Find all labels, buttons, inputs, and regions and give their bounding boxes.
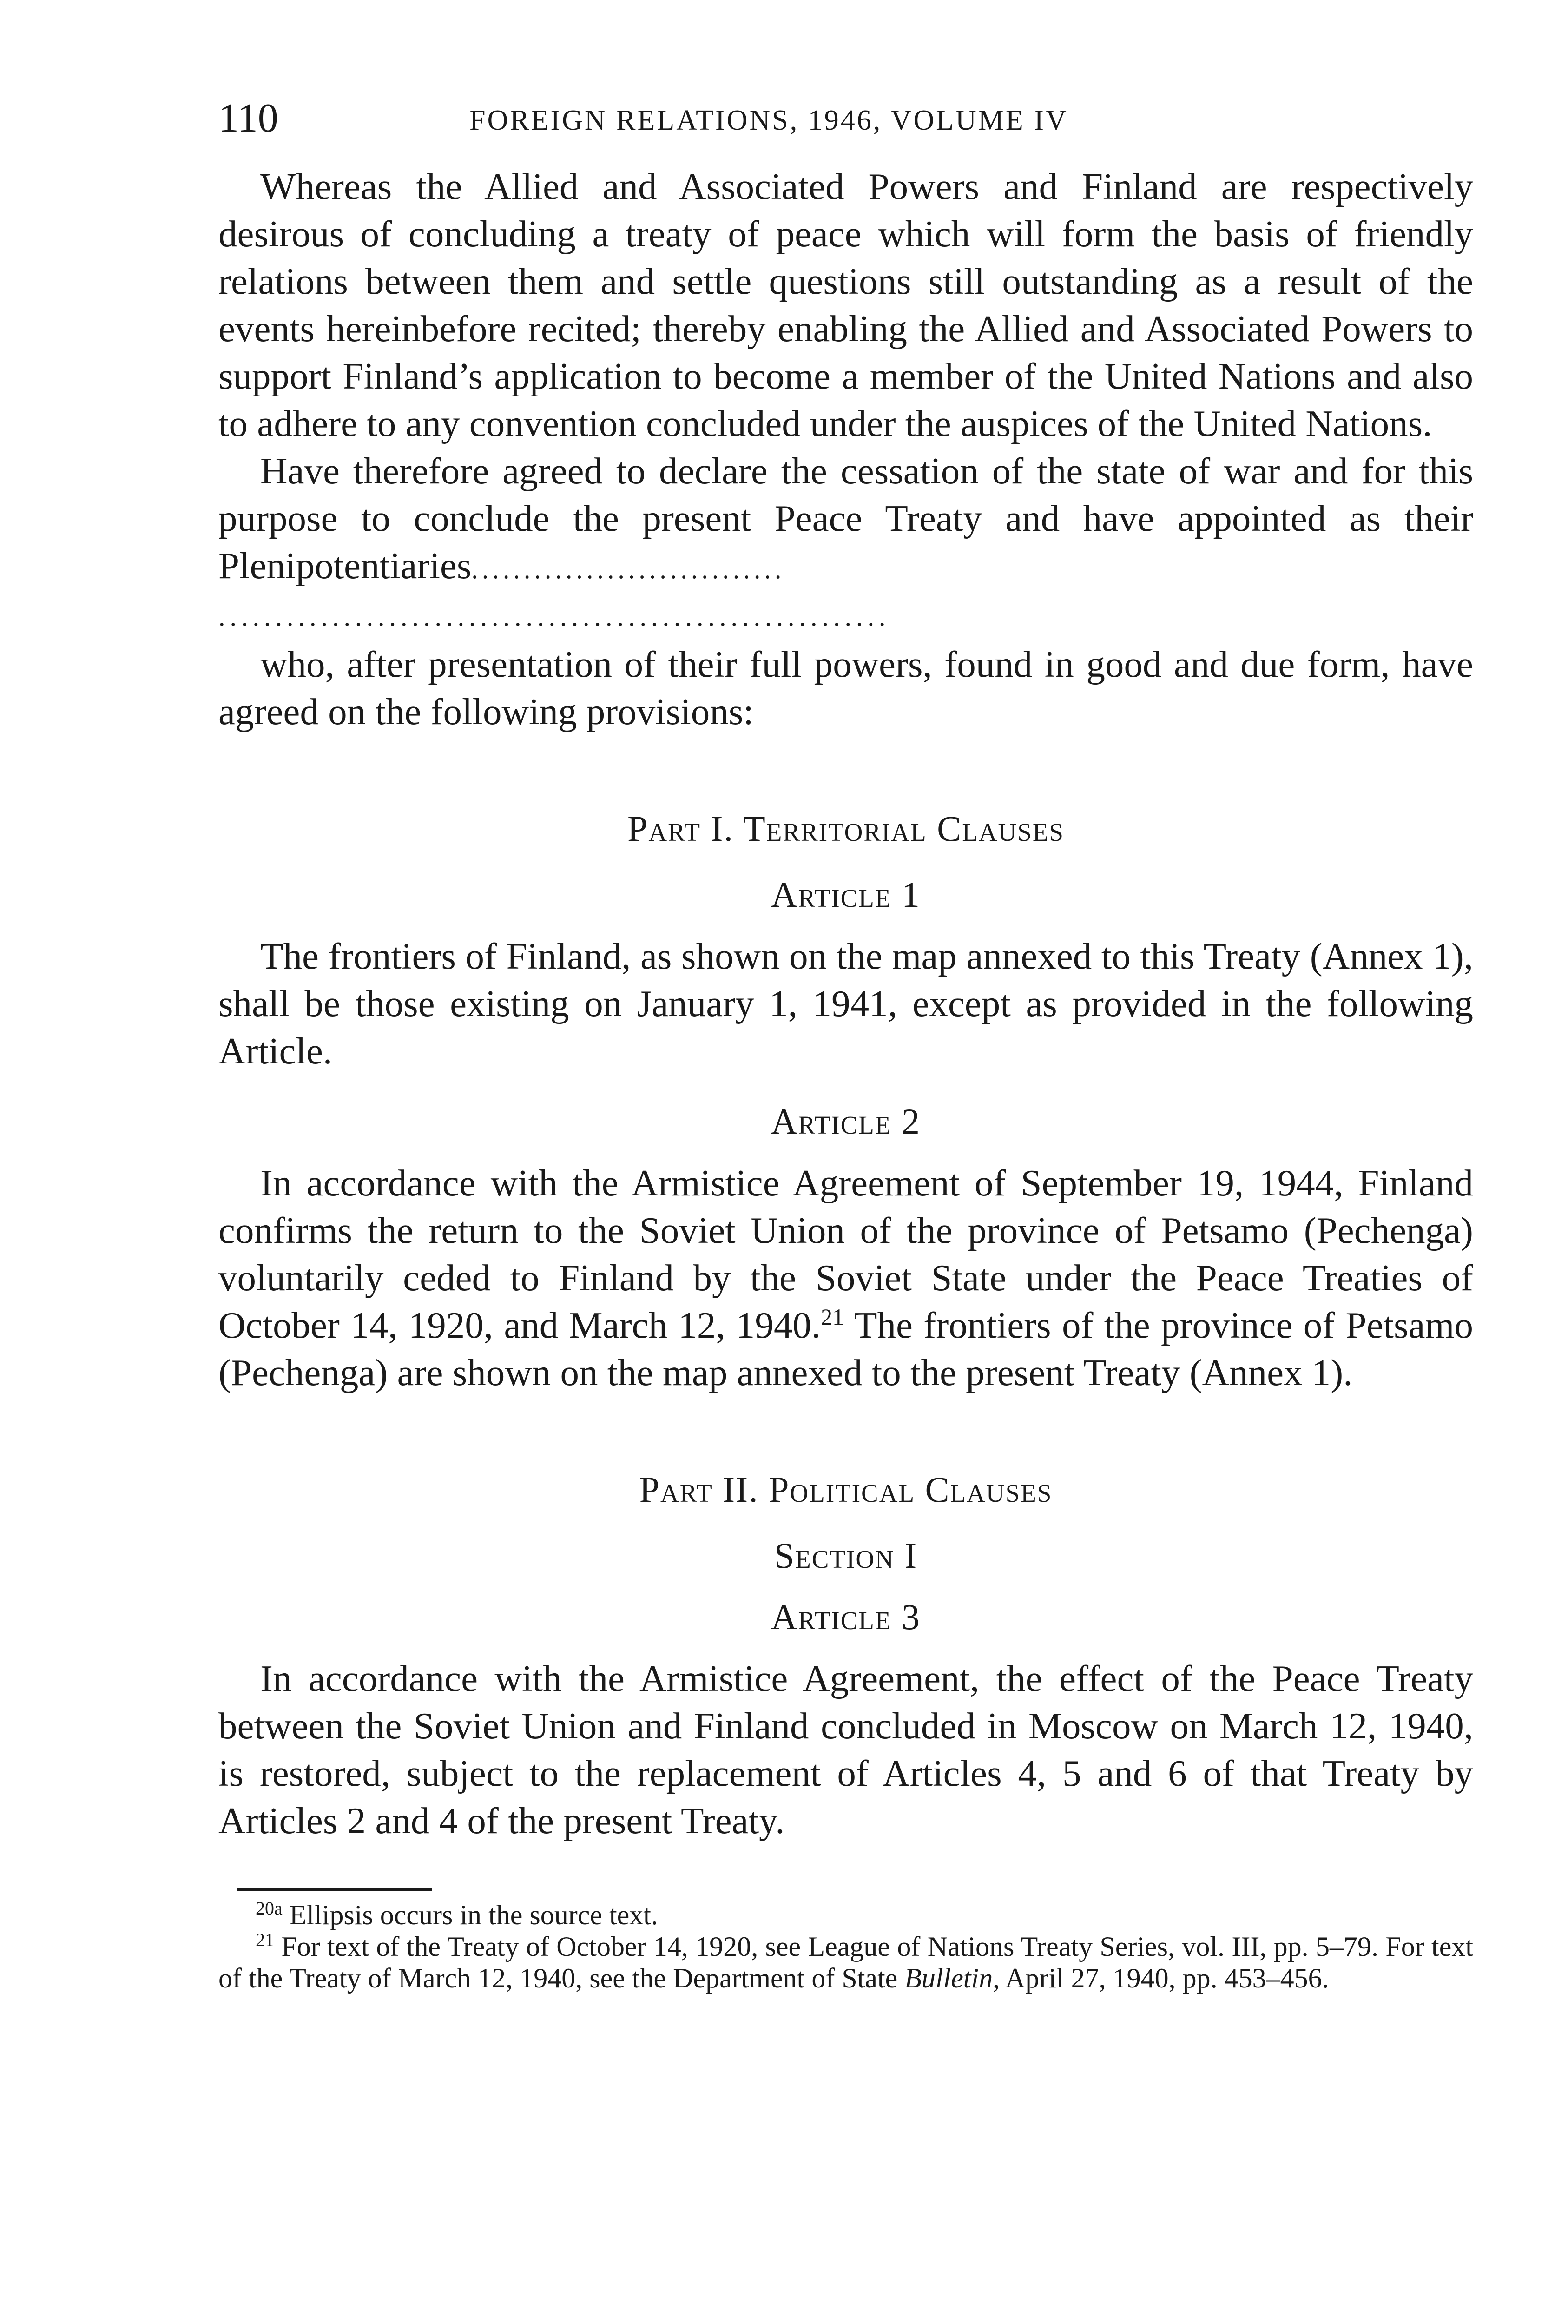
- preamble-paragraph-3: who, after presentation of their full powers, found in good and due form, have agreed on the following provisions:: [218, 643, 1473, 733]
- preamble-paragraph-2-text: Have therefore agreed to declare the cessation of the state of war and for this purpose to conclude the present Peace Treaty and have appointed as their Plenipotentiaries: [218, 450, 1473, 587]
- footnotes: [218, 1899, 1473, 1994]
- footnote-21: [218, 1931, 1473, 1994]
- running-title: FOREIGN RELATIONS, 1946, VOLUME IV: [469, 105, 1068, 136]
- running-header: [218, 93, 1473, 144]
- footnote-20a: [218, 1899, 1473, 1931]
- article-1-text: The frontiers of Finland, as shown on the map annexed to this Treaty (Annex 1), shall be those existing on January 1, 1941, except as provided in the following Article.: [218, 935, 1473, 1072]
- footnote-21-marker: 21: [256, 1929, 274, 1950]
- article-3-text: In accordance with the Armistice Agreement, the effect of the Peace Treaty between the Soviet Union and Finland concluded in Moscow on March 12, 1940, is restored, subject to the replacement of Articles 4, 5 and 6 of that Treaty by Articles 2 and 4 of the present Treaty.: [218, 1657, 1473, 1842]
- article-2-heading: Article 2: [771, 1101, 921, 1142]
- bulletin-title: Bulletin: [904, 1963, 993, 1994]
- article-3-heading: Article 3: [771, 1597, 921, 1637]
- plenipotentiaries-leader: ..............................: [471, 554, 785, 584]
- footnote-20a-marker: 20a: [256, 1898, 283, 1919]
- part-1-heading: Part I. Territorial Clauses: [627, 808, 1065, 849]
- preamble-paragraph-2: [218, 447, 1473, 593]
- ellipsis-line: ...........................................................: [218, 601, 890, 632]
- footnote-ref-21[interactable]: 21: [821, 1304, 844, 1330]
- footnote-21-text-part-1: For text of the Treaty of October 14, 1920, see League of Nations Treaty Series, vol. III, pp. 5–79. For text of the Treaty of March 12, 1940, see the Department of State: [218, 1931, 1473, 1994]
- part-2-heading: Part II. Political Clauses: [639, 1469, 1053, 1510]
- footnote-20a-text: Ellipsis occurs in the source text.: [282, 1900, 658, 1930]
- footnote-21-text-part-2: , April 27, 1940, pp. 453–456.: [993, 1963, 1329, 1994]
- article-2-text: [218, 1159, 1473, 1396]
- document-page: [218, 93, 1473, 1994]
- footnote-divider: [237, 1888, 432, 1891]
- article-2-text-part-1: In accordance with the Armistice Agreement of September 19, 1944, Finland confirms the return to the Soviet Union of the province of Petsamo (Pechenga) voluntarily ceded to Finland by the Soviet State under the Peace Treaties of October 14, 1920, and March 12, 1940.: [218, 1162, 1473, 1346]
- preamble-paragraph-1: Whereas the Allied and Associated Powers and Finland are respectively desirous of concluding a treaty of peace which will form the basis of friendly relations between them and settle questions still outstanding as a result of the events hereinbefore recited; thereby enabling the Allied and Associated Powers to support Finland’s application to become a member of the United Nations and also to adhere to any convention concluded under the auspices of the United Nations.: [218, 165, 1473, 444]
- page-number: 110: [218, 96, 278, 141]
- article-1-heading: Article 1: [771, 874, 921, 915]
- article-2-text-part-2: The frontiers of the province of Petsamo (Pechenga) are shown on the map annexed to the present Treaty (Annex 1).: [218, 1304, 1473, 1393]
- section-1-heading: Section I: [774, 1535, 918, 1576]
